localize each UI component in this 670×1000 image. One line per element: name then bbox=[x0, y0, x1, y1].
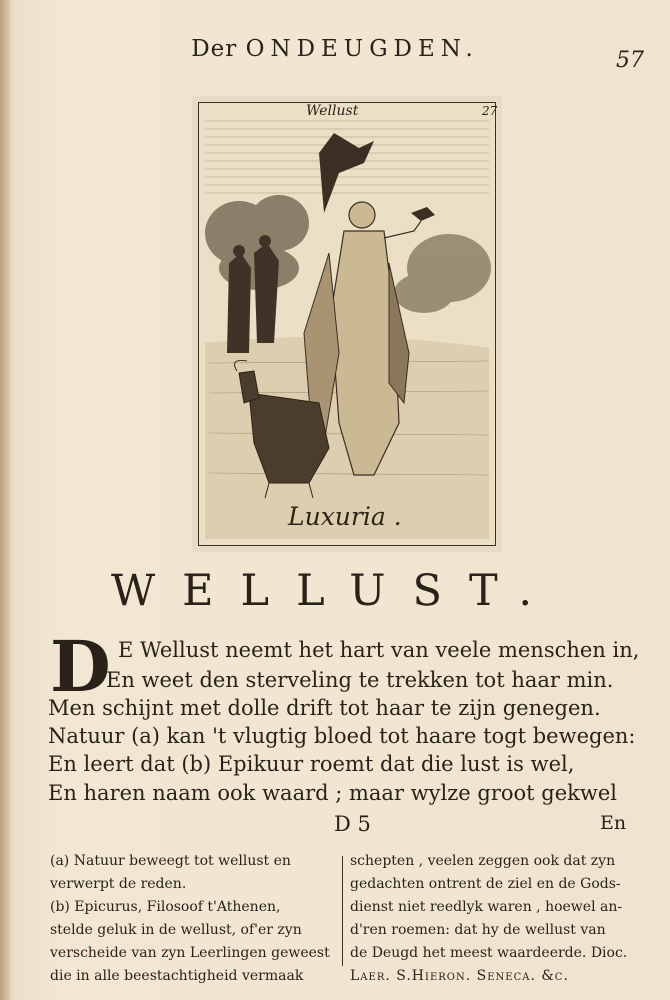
footnote-line: dienst niet reedlyk waren , hoewel an- bbox=[350, 899, 623, 915]
chapter-title: WELLUST. bbox=[110, 566, 560, 616]
footnote-line: Laer. S.Hieron. Seneca. &c. bbox=[350, 968, 569, 984]
drop-cap: D bbox=[50, 625, 111, 708]
footnote-line: verscheide van zyn Leerlingen geweest bbox=[50, 945, 330, 961]
poem-line: E Wellust neemt het hart van veele menschen in, bbox=[118, 638, 640, 662]
footnote-line: (b) Epicurus, Filosoof t'Athenen, bbox=[50, 899, 281, 915]
signature-mark: D 5 bbox=[334, 812, 371, 836]
footnote-line: gedachten ontrent de ziel en de Gods- bbox=[350, 876, 621, 892]
column-rule bbox=[342, 856, 344, 966]
footnote-line: d'ren roemen: dat hy de wellust van bbox=[350, 922, 606, 938]
footnote-line: schepten , veelen zeggen ook dat zyn bbox=[350, 853, 616, 869]
poem-line: En leert dat (b) Epikuur roemt dat die lust is wel, bbox=[48, 752, 575, 776]
footnote-line: die in alle beestachtigheid vermaak bbox=[50, 968, 304, 984]
running-head bbox=[0, 36, 670, 62]
poem-line: En haren naam ook waard ; maar wylze groot gekwel bbox=[48, 781, 617, 805]
footnotes-left bbox=[50, 850, 338, 988]
running-head-word: ONDEUGDEN. bbox=[245, 36, 479, 62]
poem-line: Natuur (a) kan 't vlugtig bloed tot haare togt bewegen: bbox=[48, 724, 636, 748]
footnotes-right bbox=[350, 850, 640, 988]
engraving-plate bbox=[198, 102, 496, 546]
footnote-line: stelde geluk in de wellust, of'er zyn bbox=[50, 922, 302, 938]
poem-line: En weet den sterveling te trekken tot haar min. bbox=[106, 668, 614, 692]
footnote-line: (a) Natuur beweegt tot wellust en bbox=[50, 853, 291, 869]
engraving-illustration bbox=[199, 103, 498, 545]
footnote-line: de Deugd het meest waardeerde. Dioc. bbox=[350, 945, 628, 961]
plate-caption: Luxuria . bbox=[288, 502, 402, 531]
footnote-line: verwerpt de reden. bbox=[50, 876, 187, 892]
plate-number: 27 bbox=[482, 104, 498, 118]
plate-title: Wellust bbox=[306, 103, 359, 119]
page-number: 57 bbox=[616, 48, 644, 73]
running-head-prefix: Der bbox=[191, 36, 238, 62]
poem-line: Men schijnt met dolle drift tot haar te zijn genegen. bbox=[48, 696, 601, 720]
page-gutter bbox=[0, 0, 10, 1000]
catchword: En bbox=[600, 812, 627, 834]
